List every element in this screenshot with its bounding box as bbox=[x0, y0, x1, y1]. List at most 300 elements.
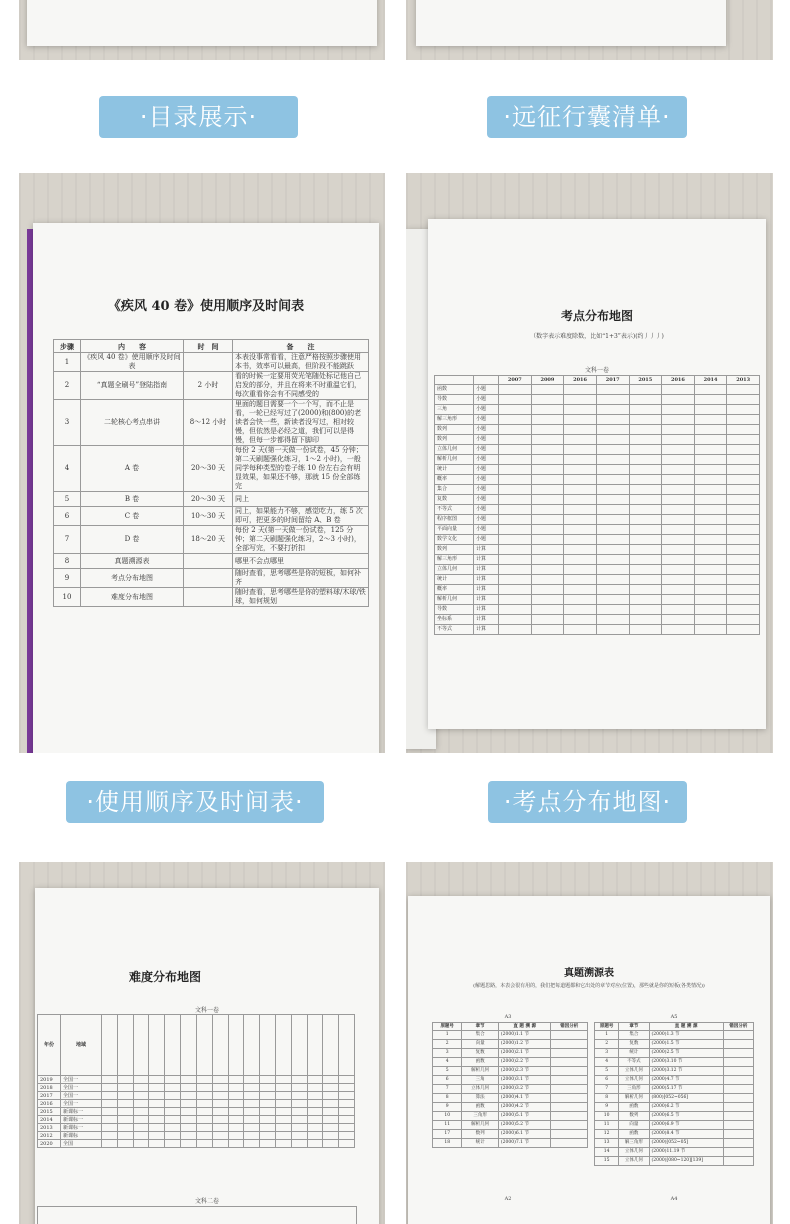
usage-header-note: 备 注 bbox=[233, 340, 369, 353]
difficulty-cell bbox=[323, 1092, 339, 1100]
source-left-num: 18 bbox=[433, 1139, 462, 1148]
difficulty-cell bbox=[117, 1084, 133, 1092]
usage-content: D 卷 bbox=[81, 526, 184, 554]
source-left-num: 10 bbox=[433, 1112, 462, 1121]
map-cell bbox=[662, 615, 695, 625]
map-row bbox=[435, 625, 760, 635]
source-right-wrap bbox=[594, 1022, 754, 1166]
map-cell bbox=[531, 395, 564, 405]
map-cell bbox=[596, 575, 629, 585]
map-cell bbox=[662, 405, 695, 415]
difficulty-cell bbox=[307, 1076, 323, 1084]
source-right-chapter: 三角形 bbox=[619, 1085, 649, 1094]
map-cell bbox=[662, 515, 695, 525]
map-cell bbox=[629, 545, 662, 555]
usage-header-step: 步骤 bbox=[54, 340, 81, 353]
difficulty-year: 2014 bbox=[38, 1116, 61, 1124]
difficulty-col bbox=[260, 1015, 276, 1076]
map-row bbox=[435, 445, 760, 455]
difficulty-cell bbox=[275, 1092, 291, 1100]
map-cell bbox=[629, 585, 662, 595]
source-left-chapter: 立体几何 bbox=[462, 1085, 499, 1094]
map-row bbox=[435, 415, 760, 425]
source-left-row bbox=[433, 1031, 588, 1040]
usage-row bbox=[54, 569, 369, 588]
difficulty-cell bbox=[165, 1084, 181, 1092]
difficulty-cell bbox=[339, 1124, 355, 1132]
map-cell bbox=[727, 385, 760, 395]
difficulty-cell bbox=[260, 1100, 276, 1108]
difficulty-col bbox=[291, 1015, 307, 1076]
map-topic: 数列 bbox=[435, 435, 474, 445]
map-cell bbox=[629, 595, 662, 605]
difficulty-cell bbox=[228, 1084, 244, 1092]
difficulty-cell bbox=[102, 1132, 118, 1140]
difficulty-table-2 bbox=[37, 1206, 357, 1224]
map-cell bbox=[727, 605, 760, 615]
map-row bbox=[435, 565, 760, 575]
difficulty-col bbox=[228, 1015, 244, 1076]
difficulty-year: 2016 bbox=[38, 1100, 61, 1108]
usage-note: 随时查看，思考哪些是你的短板，如何补齐 bbox=[233, 569, 369, 588]
difficulty-cell bbox=[133, 1084, 149, 1092]
source-left-analysis bbox=[551, 1094, 588, 1103]
source-left-num: 7 bbox=[433, 1085, 462, 1094]
map-cell bbox=[564, 515, 597, 525]
map-cell bbox=[662, 385, 695, 395]
source-right-analysis bbox=[723, 1157, 753, 1166]
map-type: 小题 bbox=[474, 515, 499, 525]
map-cell bbox=[499, 615, 532, 625]
map-topic: 解析几何 bbox=[435, 455, 474, 465]
map-cell bbox=[531, 575, 564, 585]
difficulty-cell bbox=[196, 1076, 212, 1084]
source-table-photo bbox=[406, 862, 773, 1224]
source-left-analysis bbox=[551, 1130, 588, 1139]
map-topic: 解三角形 bbox=[435, 415, 474, 425]
map-row bbox=[435, 575, 760, 585]
map-cell bbox=[727, 545, 760, 555]
difficulty-cell bbox=[212, 1092, 228, 1100]
map-cell bbox=[596, 525, 629, 535]
map-type: 小题 bbox=[474, 475, 499, 485]
map-cell bbox=[694, 595, 727, 605]
difficulty-cell bbox=[181, 1124, 197, 1132]
map-type: 小题 bbox=[474, 525, 499, 535]
source-left-ref: (2000)5.2 节 bbox=[498, 1121, 551, 1130]
difficulty-cell bbox=[307, 1084, 323, 1092]
map-type: 计算 bbox=[474, 585, 499, 595]
map-cell bbox=[694, 445, 727, 455]
map-type: 计算 bbox=[474, 545, 499, 555]
usage-header-row bbox=[54, 340, 369, 353]
difficulty-col bbox=[117, 1015, 133, 1076]
usage-step: 1 bbox=[54, 353, 81, 372]
difficulty-cell bbox=[212, 1084, 228, 1092]
usage-content: 《疾风 40 卷》使用顺序及时间表 bbox=[81, 353, 184, 372]
source-right-num: 13 bbox=[595, 1139, 619, 1148]
difficulty-cell bbox=[275, 1100, 291, 1108]
map-cell bbox=[694, 505, 727, 515]
source-right-header: 原题号 bbox=[595, 1023, 619, 1031]
map-topic: 不等式 bbox=[435, 505, 474, 515]
difficulty-cell bbox=[181, 1116, 197, 1124]
difficulty-section-1: 文科一卷 bbox=[194, 1007, 219, 1014]
source-left-analysis bbox=[551, 1040, 588, 1049]
source-left-analysis bbox=[551, 1085, 588, 1094]
difficulty-cell bbox=[117, 1100, 133, 1108]
source-right-header: 错因分析 bbox=[723, 1023, 753, 1031]
usage-header-content: 内 容 bbox=[81, 340, 184, 353]
difficulty-cell bbox=[196, 1092, 212, 1100]
map-cell bbox=[531, 525, 564, 535]
map-topic: 不等式 bbox=[435, 625, 474, 635]
source-left-chapter: 三角形 bbox=[462, 1112, 499, 1121]
difficulty-row bbox=[38, 1124, 355, 1132]
difficulty-cell bbox=[339, 1092, 355, 1100]
source-right-row bbox=[595, 1112, 754, 1121]
difficulty-cell bbox=[291, 1132, 307, 1140]
difficulty-map-photo bbox=[19, 862, 385, 1224]
source-right-row bbox=[595, 1121, 754, 1130]
difficulty-cell bbox=[260, 1092, 276, 1100]
map-header-year: 2015 bbox=[629, 376, 662, 385]
source-right-ref: (2000)[052~05] bbox=[649, 1139, 723, 1148]
difficulty-cell bbox=[181, 1084, 197, 1092]
source-right-row bbox=[595, 1103, 754, 1112]
map-cell bbox=[727, 435, 760, 445]
map-cell bbox=[662, 625, 695, 635]
map-cell bbox=[564, 615, 597, 625]
difficulty-year: 2012 bbox=[38, 1132, 61, 1140]
source-left-row bbox=[433, 1103, 588, 1112]
map-cell bbox=[629, 535, 662, 545]
difficulty-cell bbox=[102, 1100, 118, 1108]
difficulty-cell bbox=[260, 1116, 276, 1124]
difficulty-row bbox=[38, 1116, 355, 1124]
map-cell bbox=[564, 465, 597, 475]
map-cell bbox=[727, 415, 760, 425]
map-cell bbox=[694, 555, 727, 565]
map-cell bbox=[596, 535, 629, 545]
source-right-chapter: 向量 bbox=[619, 1121, 649, 1130]
source-right-ref: (2000)8.4 节 bbox=[649, 1130, 723, 1139]
map-cell bbox=[629, 565, 662, 575]
map-type: 计算 bbox=[474, 615, 499, 625]
source-left-chapter: 向量 bbox=[462, 1040, 499, 1049]
map-cell bbox=[596, 385, 629, 395]
map-cell bbox=[662, 485, 695, 495]
map-cell bbox=[629, 385, 662, 395]
map-cell bbox=[531, 415, 564, 425]
source-right-chapter: 立体几何 bbox=[619, 1148, 649, 1157]
map-row bbox=[435, 595, 760, 605]
difficulty-cell bbox=[275, 1124, 291, 1132]
map-cell bbox=[596, 505, 629, 515]
source-right-chapter: 解析几何 bbox=[619, 1094, 649, 1103]
source-right-analysis bbox=[723, 1121, 753, 1130]
usage-time bbox=[184, 554, 233, 569]
map-row bbox=[435, 605, 760, 615]
source-right-analysis bbox=[723, 1067, 753, 1076]
map-cell bbox=[662, 415, 695, 425]
source-left-chapter: 集合 bbox=[462, 1031, 499, 1040]
difficulty-cell bbox=[165, 1124, 181, 1132]
source-bottom-right: A4 bbox=[670, 1196, 678, 1202]
source-left-num: 6 bbox=[433, 1076, 462, 1085]
usage-step: 8 bbox=[54, 554, 81, 569]
difficulty-cell bbox=[212, 1108, 228, 1116]
usage-content: 难度分布地图 bbox=[81, 588, 184, 607]
map-cell bbox=[499, 625, 532, 635]
source-right-num: 10 bbox=[595, 1112, 619, 1121]
source-left-chapter: 复数 bbox=[462, 1049, 499, 1058]
difficulty-cell bbox=[244, 1100, 260, 1108]
map-cell bbox=[629, 525, 662, 535]
difficulty-cell bbox=[133, 1124, 149, 1132]
difficulty-cell bbox=[117, 1140, 133, 1148]
difficulty-cell bbox=[339, 1100, 355, 1108]
usage-step: 6 bbox=[54, 507, 81, 526]
difficulty-cell bbox=[165, 1140, 181, 1148]
map-cell bbox=[629, 435, 662, 445]
label-topic-map: ·考点分布地图· bbox=[488, 781, 687, 823]
usage-note: 每份 2 天(第一天做一份试卷，45 分钟；第二天刷题强化练习，1～2 小时)，一般同学每种类型的卷子练 10 份左右会有明显效果，如果还不够，那就 15 份全部练完 bbox=[233, 446, 369, 492]
difficulty-cell bbox=[149, 1108, 165, 1116]
source-left-section: A3 bbox=[504, 1014, 512, 1020]
source-left-row bbox=[433, 1130, 588, 1139]
usage-note: 本表没事常看看，注意严格按照步骤使用本书，效率可以最高，但阶段不能跳跃 bbox=[233, 353, 369, 372]
map-cell bbox=[727, 445, 760, 455]
source-right-analysis bbox=[723, 1085, 753, 1094]
source-left-table bbox=[432, 1022, 588, 1148]
source-right-row bbox=[595, 1049, 754, 1058]
map-cell bbox=[564, 605, 597, 615]
source-right-row bbox=[595, 1085, 754, 1094]
map-row bbox=[435, 405, 760, 415]
map-cell bbox=[499, 465, 532, 475]
map-title: 考点分布地图 bbox=[560, 309, 633, 323]
source-left-num: 2 bbox=[433, 1040, 462, 1049]
usage-note: 每份 2 天(第一天做一份试卷，125 分钟；第二天刷题强化练习，2～3 小时)，全部写完，不要打折扣 bbox=[233, 526, 369, 554]
map-cell bbox=[694, 405, 727, 415]
difficulty-cell bbox=[323, 1108, 339, 1116]
map-cell bbox=[662, 435, 695, 445]
usage-content: “真题全刷号”登陆指南 bbox=[81, 372, 184, 400]
map-row bbox=[435, 505, 760, 515]
difficulty-cell bbox=[275, 1108, 291, 1116]
difficulty-cell bbox=[212, 1116, 228, 1124]
map-type: 计算 bbox=[474, 565, 499, 575]
source-left-row bbox=[433, 1049, 588, 1058]
difficulty-cell bbox=[196, 1124, 212, 1132]
usage-row bbox=[54, 372, 369, 400]
usage-content: C 卷 bbox=[81, 507, 184, 526]
difficulty-cell bbox=[196, 1084, 212, 1092]
map-topic: 数列 bbox=[435, 425, 474, 435]
map-header-year: 2009 bbox=[531, 376, 564, 385]
map-cell bbox=[531, 585, 564, 595]
difficulty-row bbox=[38, 1140, 355, 1148]
map-cell bbox=[564, 545, 597, 555]
map-header-year: 2013 bbox=[727, 376, 760, 385]
map-cell bbox=[531, 425, 564, 435]
map-cell bbox=[596, 475, 629, 485]
map-row bbox=[435, 385, 760, 395]
difficulty-row bbox=[38, 1076, 355, 1084]
map-cell bbox=[531, 405, 564, 415]
map-cell bbox=[727, 395, 760, 405]
map-cell bbox=[596, 595, 629, 605]
map-cell bbox=[499, 385, 532, 395]
source-left-analysis bbox=[551, 1049, 588, 1058]
source-right-ref: (2000)11.19 节 bbox=[649, 1148, 723, 1157]
map-type: 计算 bbox=[474, 595, 499, 605]
source-left-row bbox=[433, 1040, 588, 1049]
difficulty-cell bbox=[275, 1076, 291, 1084]
difficulty-cell bbox=[181, 1108, 197, 1116]
difficulty-col bbox=[244, 1015, 260, 1076]
difficulty-cell bbox=[117, 1124, 133, 1132]
map-cell bbox=[694, 395, 727, 405]
source-left-row bbox=[433, 1139, 588, 1148]
difficulty-table-wrap bbox=[37, 1014, 355, 1148]
map-topic: 立体几何 bbox=[435, 445, 474, 455]
map-cell bbox=[531, 595, 564, 605]
difficulty-cell bbox=[275, 1140, 291, 1148]
map-header-year: 2014 bbox=[694, 376, 727, 385]
difficulty-cell bbox=[228, 1100, 244, 1108]
usage-page bbox=[33, 223, 379, 753]
map-row bbox=[435, 495, 760, 505]
usage-content: 真题溯源表 bbox=[81, 554, 184, 569]
source-right-chapter: 不等式 bbox=[619, 1058, 649, 1067]
source-left-ref: (2000)4.1 节 bbox=[498, 1094, 551, 1103]
map-cell bbox=[596, 555, 629, 565]
map-cell bbox=[564, 595, 597, 605]
source-left-num: 3 bbox=[433, 1049, 462, 1058]
difficulty-region: 新课标一 bbox=[61, 1108, 102, 1116]
usage-row bbox=[54, 400, 369, 446]
difficulty-cell bbox=[291, 1084, 307, 1092]
source-right-row bbox=[595, 1040, 754, 1049]
map-type: 小题 bbox=[474, 485, 499, 495]
difficulty-cell bbox=[260, 1108, 276, 1116]
source-right-analysis bbox=[723, 1040, 753, 1049]
map-cell bbox=[596, 445, 629, 455]
map-cell bbox=[531, 545, 564, 555]
source-left-ref: (2000)5.1 节 bbox=[498, 1112, 551, 1121]
map-topic: 导数 bbox=[435, 395, 474, 405]
map-cell bbox=[564, 485, 597, 495]
map-cell bbox=[694, 585, 727, 595]
difficulty-cell bbox=[339, 1076, 355, 1084]
map-cell bbox=[629, 605, 662, 615]
map-cell bbox=[564, 475, 597, 485]
usage-time: 10～30 天 bbox=[184, 507, 233, 526]
source-right-ref: (2000)4.7 节 bbox=[649, 1076, 723, 1085]
difficulty-cell bbox=[133, 1108, 149, 1116]
map-cell bbox=[694, 565, 727, 575]
map-cell bbox=[629, 615, 662, 625]
source-right-ref: (800)[052~056] bbox=[649, 1094, 723, 1103]
source-right-num: 2 bbox=[595, 1040, 619, 1049]
map-cell bbox=[499, 485, 532, 495]
source-left-ref: (2000)6.1 节 bbox=[498, 1130, 551, 1139]
map-cell bbox=[499, 415, 532, 425]
map-cell bbox=[662, 505, 695, 515]
map-cell bbox=[662, 545, 695, 555]
source-right-row bbox=[595, 1058, 754, 1067]
map-table bbox=[434, 375, 760, 635]
usage-note: 随时查看，思考哪些是你的塑料球/木球/铁球，如何规划 bbox=[233, 588, 369, 607]
source-left-ref: (2000)2.1 节 bbox=[498, 1049, 551, 1058]
source-left-row bbox=[433, 1058, 588, 1067]
source-left-num: 17 bbox=[433, 1130, 462, 1139]
difficulty-cell bbox=[181, 1132, 197, 1140]
usage-row bbox=[54, 353, 369, 372]
difficulty-cell bbox=[149, 1100, 165, 1108]
map-topic: 解三角形 bbox=[435, 555, 474, 565]
map-cell bbox=[662, 445, 695, 455]
map-cell bbox=[629, 465, 662, 475]
map-cell bbox=[694, 415, 727, 425]
map-cell bbox=[596, 625, 629, 635]
difficulty-cell bbox=[212, 1124, 228, 1132]
difficulty-cell bbox=[260, 1124, 276, 1132]
usage-header-time: 时 间 bbox=[184, 340, 233, 353]
difficulty-cell bbox=[165, 1132, 181, 1140]
map-type: 计算 bbox=[474, 575, 499, 585]
difficulty-cell bbox=[244, 1124, 260, 1132]
source-right-row bbox=[595, 1094, 754, 1103]
difficulty-cell bbox=[196, 1116, 212, 1124]
difficulty-cell bbox=[196, 1132, 212, 1140]
difficulty-cell bbox=[196, 1140, 212, 1148]
source-right-header-row bbox=[595, 1023, 754, 1031]
map-cell bbox=[694, 625, 727, 635]
map-cell bbox=[564, 565, 597, 575]
usage-content: 二轮核心考点串讲 bbox=[81, 400, 184, 446]
map-cell bbox=[629, 395, 662, 405]
difficulty-title: 难度分布地图 bbox=[129, 970, 202, 984]
map-cell bbox=[727, 455, 760, 465]
map-type: 小题 bbox=[474, 445, 499, 455]
source-right-analysis bbox=[723, 1076, 753, 1085]
source-right-ref: (2000)3.12 节 bbox=[649, 1067, 723, 1076]
difficulty-cell bbox=[102, 1140, 118, 1148]
source-right-num: 4 bbox=[595, 1058, 619, 1067]
difficulty-row bbox=[38, 1092, 355, 1100]
difficulty-col-year: 年份 bbox=[38, 1015, 61, 1076]
source-right-num: 7 bbox=[595, 1085, 619, 1094]
map-cell bbox=[694, 385, 727, 395]
map-cell bbox=[727, 595, 760, 605]
source-left-ref: (2000)4.2 节 bbox=[498, 1103, 551, 1112]
map-header-year: 2007 bbox=[499, 376, 532, 385]
difficulty-cell bbox=[275, 1116, 291, 1124]
source-right-num: 3 bbox=[595, 1049, 619, 1058]
map-type: 小题 bbox=[474, 385, 499, 395]
difficulty-region: 全国一 bbox=[61, 1076, 102, 1084]
source-left-num: 1 bbox=[433, 1031, 462, 1040]
map-cell bbox=[727, 485, 760, 495]
difficulty-col bbox=[165, 1015, 181, 1076]
source-left-num: 5 bbox=[433, 1067, 462, 1076]
difficulty-cell bbox=[133, 1116, 149, 1124]
source-left-analysis bbox=[551, 1031, 588, 1040]
map-cell bbox=[499, 515, 532, 525]
